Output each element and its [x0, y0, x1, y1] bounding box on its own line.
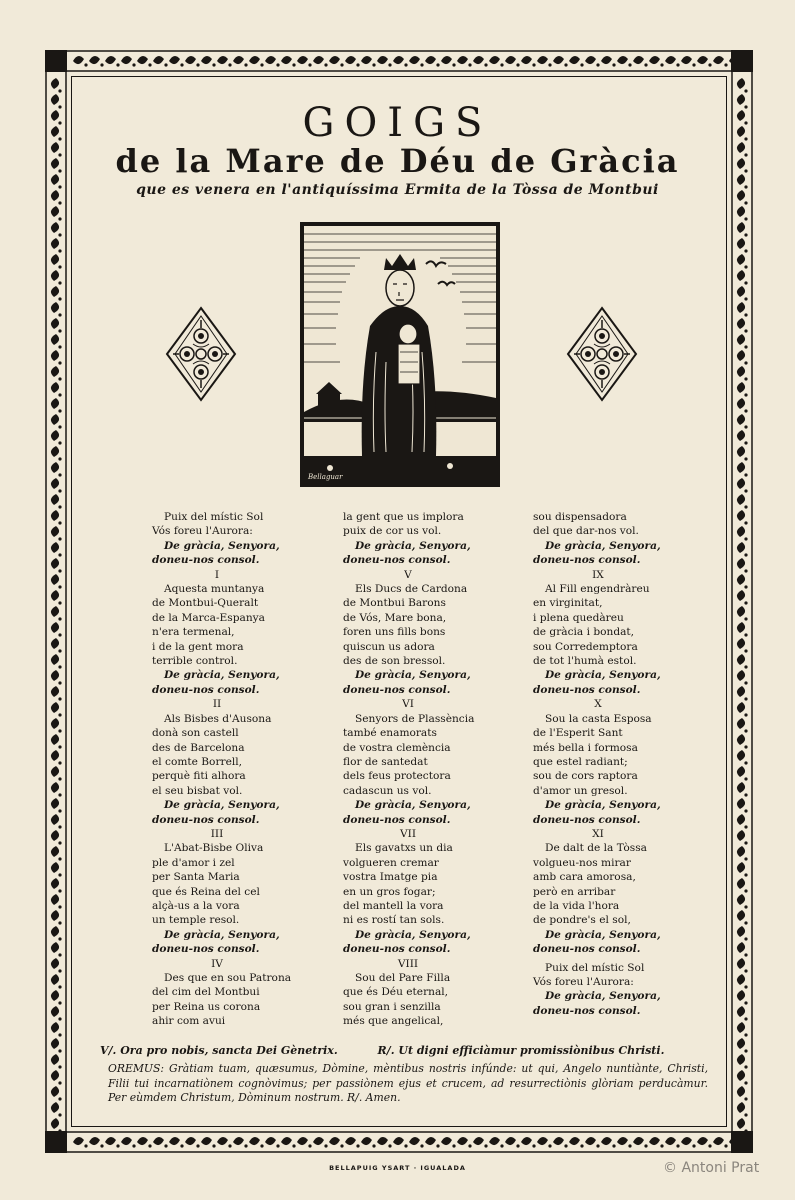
- verse-column-2: [343, 510, 523, 1029]
- verse-line: del cim del Montbui: [152, 986, 260, 999]
- floral-ornament-right: [566, 306, 638, 402]
- verse-line: doneu-nos consol.: [343, 943, 451, 956]
- verse-line: De gràcia, Senyora,: [545, 669, 661, 682]
- verse-line: De gràcia, Senyora,: [545, 799, 661, 812]
- verse-line: doneu-nos consol.: [533, 813, 641, 826]
- stanza-number: II: [212, 698, 222, 711]
- virgin-woodcut-image: [300, 222, 500, 487]
- stanza-number: III: [210, 827, 224, 840]
- verse-line: que estel radiant;: [533, 755, 628, 768]
- verse-line: doneu-nos consol.: [152, 554, 260, 567]
- verse-line: més que angelical,: [343, 1015, 444, 1028]
- verse-line: sou gran i senzilla: [343, 1000, 441, 1013]
- verse-line: De gràcia, Senyora,: [355, 799, 471, 812]
- stanza-number: VI: [402, 698, 414, 711]
- verse-line: Senyors de Plassència: [355, 712, 475, 725]
- verse-line: que és Reina del cel: [152, 885, 260, 898]
- verse-line: del mantell la vora: [343, 899, 444, 912]
- verse-line: i plena quedàreu: [533, 611, 624, 624]
- verse-line: n'era termenal,: [152, 626, 235, 639]
- versicle-line: [100, 1044, 720, 1057]
- verse-line: i de la gent mora: [152, 640, 244, 653]
- verse-line: vostra Imatge pia: [343, 871, 438, 884]
- verse-line: Puix del místic Sol: [164, 511, 264, 523]
- stanza-number: IV: [211, 957, 223, 970]
- border-bottom: [67, 1131, 731, 1153]
- verse-line: ni es rostí tan sols.: [343, 914, 445, 927]
- verse-line: Als Bisbes d'Ausona: [164, 712, 272, 725]
- stanza-number: X: [594, 698, 602, 711]
- verse-line: foren uns fills bons: [343, 626, 446, 639]
- verse-line: sou Corredemptora: [533, 640, 638, 653]
- stanza-number: XI: [592, 827, 604, 840]
- floral-ornament-left: [165, 306, 237, 402]
- verse-line: De gràcia, Senyora,: [355, 928, 471, 941]
- verse-line: des de Barcelona: [152, 741, 245, 754]
- verse-line: un temple resol.: [152, 914, 240, 927]
- verse-line: De gràcia, Senyora,: [545, 990, 661, 1003]
- verse-line: De gràcia, Senyora,: [164, 799, 280, 812]
- verse-line: de Montbui-Queralt: [152, 597, 259, 610]
- border-left: [45, 72, 67, 1131]
- verse-line: dels feus protectora: [343, 770, 451, 783]
- verse-line: la gent que us implora: [343, 511, 464, 523]
- stanza-number: VII: [399, 827, 417, 840]
- oremus-prayer: OREMUS: Gràtiam tuam, quæsumus, Dòmine, mèntibus nostris infúnde: ut qui, Angelo nuntiànte, Christi, Filii tui incarnatiònem cognòvimus; per passiònem ejus et crucem, ad resurrectiònis glòriam perducàmur. Per eùmdem Christum, Dòminum nostrum. R/. Amen.: [108, 1062, 708, 1104]
- verse-line: de Vós, Mare bona,: [343, 611, 447, 624]
- verse-line: sou dispensadora: [533, 511, 627, 523]
- verse-line: Sou del Pare Filla: [355, 972, 451, 984]
- verse-line: el seu bisbat vol.: [152, 784, 243, 797]
- verse-line: més bella i formosa: [533, 741, 638, 754]
- stanza-number: I: [214, 568, 220, 581]
- verse-line: donà son castell: [152, 727, 239, 740]
- verse-line: cadascun us vol.: [343, 784, 432, 797]
- verse-line: doneu-nos consol.: [152, 943, 260, 956]
- verse-line: doneu-nos consol.: [343, 813, 451, 826]
- title-tagline: que es venera en l'antiquíssima Ermita de la Tòssa de Montbui: [136, 182, 659, 198]
- verse-line: Els gavatxs un dia: [355, 842, 453, 855]
- verse-line: De gràcia, Senyora,: [164, 669, 280, 682]
- title-goigs: GOIGS: [302, 100, 493, 146]
- verse-line: alçà-us a la vora: [152, 899, 240, 912]
- verse-line: Puix del místic Sol: [545, 961, 645, 974]
- verse-line: perquè fiti alhora: [152, 770, 246, 783]
- border-corner: [45, 50, 67, 72]
- verse-line: de Montbui Barons: [343, 597, 446, 610]
- verse-line: sou de cors raptora: [533, 770, 638, 783]
- border-top: [67, 50, 731, 72]
- verse-line: De dalt de la Tòssa: [545, 842, 647, 855]
- verse-line: ahir com avui: [152, 1015, 226, 1028]
- verse-line: també enamorats: [343, 727, 437, 740]
- verse-line: quiscun us adora: [343, 640, 435, 653]
- verse-line: puix de cor us vol.: [343, 525, 442, 538]
- verse-line: flor de santedat: [343, 755, 428, 768]
- verse-line: De gràcia, Senyora,: [164, 539, 280, 552]
- verse-line: amb cara amorosa,: [533, 871, 636, 884]
- verse-line: doneu-nos consol.: [533, 554, 641, 567]
- verse-line: per Reina us corona: [152, 1000, 261, 1013]
- verse-line: Sou la casta Esposa: [545, 712, 652, 725]
- versicle-text: V/. Ora pro nobis, sancta Dei Gènetrix.: [100, 1044, 338, 1057]
- title-subtitle: de la Mare de Déu de Gràcia: [115, 142, 680, 180]
- border-corner: [731, 1131, 753, 1153]
- verse-line: Vós foreu l'Aurora:: [533, 976, 634, 988]
- verse-line: de pondre's el sol,: [533, 914, 631, 927]
- verse-line: de gràcia i bondat,: [533, 626, 635, 639]
- border-corner: [45, 1131, 67, 1153]
- verse-line: ple d'amor i zel: [152, 856, 235, 869]
- verse-line: De gràcia, Senyora,: [355, 669, 471, 682]
- border-right: [731, 72, 753, 1131]
- verse-line: Aquesta muntanya: [164, 583, 265, 596]
- verse-line: doneu-nos consol.: [343, 683, 451, 696]
- verse-line: doneu-nos consol.: [533, 683, 641, 696]
- verse-line: doneu-nos consol.: [533, 943, 641, 956]
- woodcut-signature: Bellaguar: [308, 473, 343, 481]
- verse-line: volgueren cremar: [343, 856, 439, 869]
- border-corner: [731, 50, 753, 72]
- verse-line: Vós foreu l'Aurora:: [152, 525, 253, 538]
- verse-line: De gràcia, Senyora,: [164, 928, 280, 941]
- verse-line: des de son bressol.: [343, 655, 446, 668]
- verse-line: Al Fill engendràreu: [545, 583, 650, 596]
- verse-line: en virginitat,: [533, 597, 603, 610]
- verse-line: volgueu-nos mirar: [533, 856, 631, 869]
- verse-column-1: [152, 510, 332, 1029]
- verse-line: de la Marca-Espanya: [152, 611, 265, 624]
- verse-line: L'Abat-Bisbe Oliva: [164, 842, 264, 855]
- verse-line: de l'Esperit Sant: [533, 727, 623, 740]
- response-text: R/. Ut digni efficiàmur promissiònibus Christi.: [377, 1044, 665, 1057]
- verse-line: doneu-nos consol.: [152, 813, 260, 826]
- verse-line: de tot l'humà estol.: [533, 655, 637, 668]
- verse-column-3: [533, 510, 713, 1018]
- verse-line: Els Ducs de Cardona: [355, 583, 468, 596]
- verse-line: de vostra clemència: [343, 741, 451, 754]
- verse-line: terrible control.: [152, 655, 238, 668]
- stanza-number: V: [404, 568, 412, 581]
- verse-line: doneu-nos consol.: [343, 554, 451, 567]
- verse-line: de la vida l'hora: [533, 899, 620, 912]
- stanza-number: VIII: [397, 957, 419, 970]
- verse-line: del que dar-nos vol.: [533, 525, 639, 538]
- verse-line: De gràcia, Senyora,: [545, 928, 661, 941]
- verse-line: Des que en sou Patrona: [164, 972, 292, 984]
- verse-line: en un gros fogar;: [343, 885, 436, 898]
- verse-line: doneu-nos consol.: [152, 683, 260, 696]
- verse-line: De gràcia, Senyora,: [545, 539, 661, 552]
- verse-line: d'amor un gresol.: [533, 784, 628, 797]
- verse-line: doneu-nos consol.: [533, 1004, 641, 1017]
- verse-line: però en arribar: [533, 885, 616, 898]
- printer-imprint: BELLAPUIG YSART · IGUALADA: [329, 1164, 466, 1172]
- verse-line: el comte Borrell,: [152, 755, 242, 768]
- verse-line: per Santa Maria: [152, 871, 240, 884]
- stanza-number: IX: [592, 568, 604, 581]
- verse-line: De gràcia, Senyora,: [355, 539, 471, 552]
- verse-line: que és Déu eternal,: [343, 986, 449, 999]
- copyright-watermark: © Antoni Prat: [663, 1160, 760, 1176]
